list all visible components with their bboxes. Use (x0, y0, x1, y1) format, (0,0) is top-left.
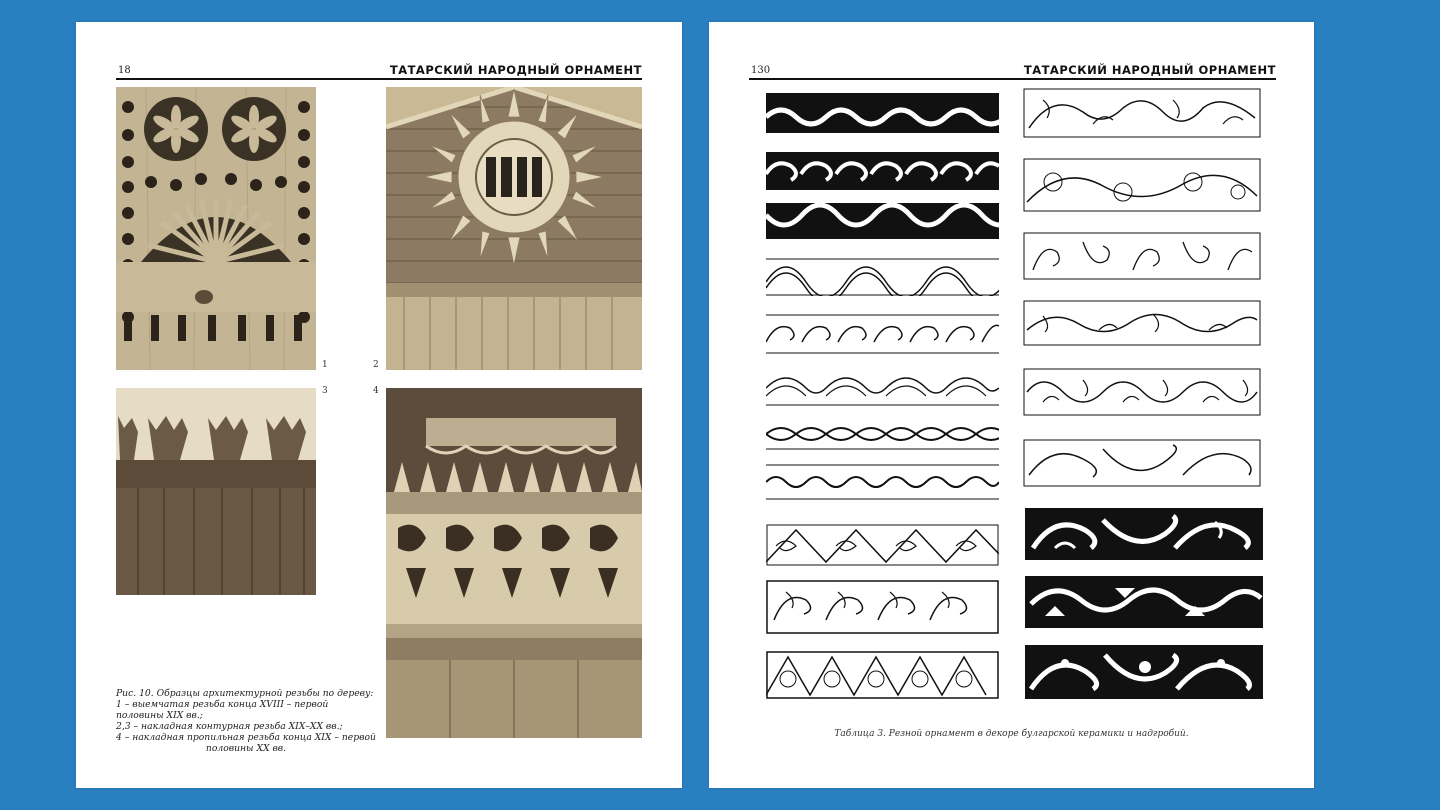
ornament-strip (766, 418, 999, 450)
caption-line: 4 – накладная пропильная резьба конца XIX – первой (116, 732, 376, 743)
caption-line: половины XX вв. (205, 743, 287, 754)
running-title: ТАТАРСКИЙ НАРОДНЫЙ ОРНАМЕНТ (1023, 63, 1276, 77)
figure-caption (116, 688, 376, 754)
page-number: 130 (751, 65, 771, 76)
ornament-strip (766, 366, 999, 406)
ornament-strip (1023, 158, 1261, 212)
ornament-strip (1023, 368, 1261, 416)
left-page-header (116, 60, 642, 80)
ornament-strip (1025, 508, 1263, 560)
ornament-strip (766, 93, 999, 133)
photo-fence-top (116, 388, 316, 595)
left-page (76, 22, 682, 788)
figure-number-1: 1 (322, 360, 328, 370)
ornament-strip (1023, 439, 1261, 487)
ornament-strip (766, 258, 999, 296)
figure-number-4: 4 (373, 386, 379, 396)
caption-line: 1 – выемчатая резьба конца XVIII – первой половины XIX вв.; (116, 699, 329, 721)
ornament-strip (766, 580, 999, 634)
figure-number-2: 2 (373, 360, 379, 370)
caption-line: Рис. 10. Образцы архитектурной резьбы по дереву: (116, 688, 374, 699)
running-title: ТАТАРСКИЙ НАРОДНЫЙ ОРНАМЕНТ (389, 63, 642, 77)
ornament-strip (766, 524, 999, 566)
ornament-strip (766, 203, 999, 239)
right-page (709, 22, 1314, 788)
ornament-strip (766, 314, 999, 354)
table-caption: Таблица 3. Резной орнамент в декоре булгарской керамики и надгробий. (834, 729, 1189, 739)
ornament-strip (766, 464, 999, 500)
ornament-strip (1025, 645, 1263, 699)
ornament-strip (766, 152, 999, 190)
ornament-strip (1023, 232, 1261, 280)
caption-line: 2,3 – накладная контурная резьба XIX–XX вв.; (116, 721, 343, 732)
right-page-header (749, 60, 1276, 80)
photo-gable-sun-window (386, 87, 642, 370)
ornament-strip (1023, 88, 1261, 138)
figure-number-3: 3 (322, 386, 328, 396)
ornament-strip (1025, 576, 1263, 628)
page-number: 18 (118, 65, 131, 76)
ornament-strip (1023, 300, 1261, 346)
photo-carved-board (116, 87, 316, 370)
ornament-strip (766, 651, 999, 699)
photo-fretwork-cornice (386, 388, 642, 738)
